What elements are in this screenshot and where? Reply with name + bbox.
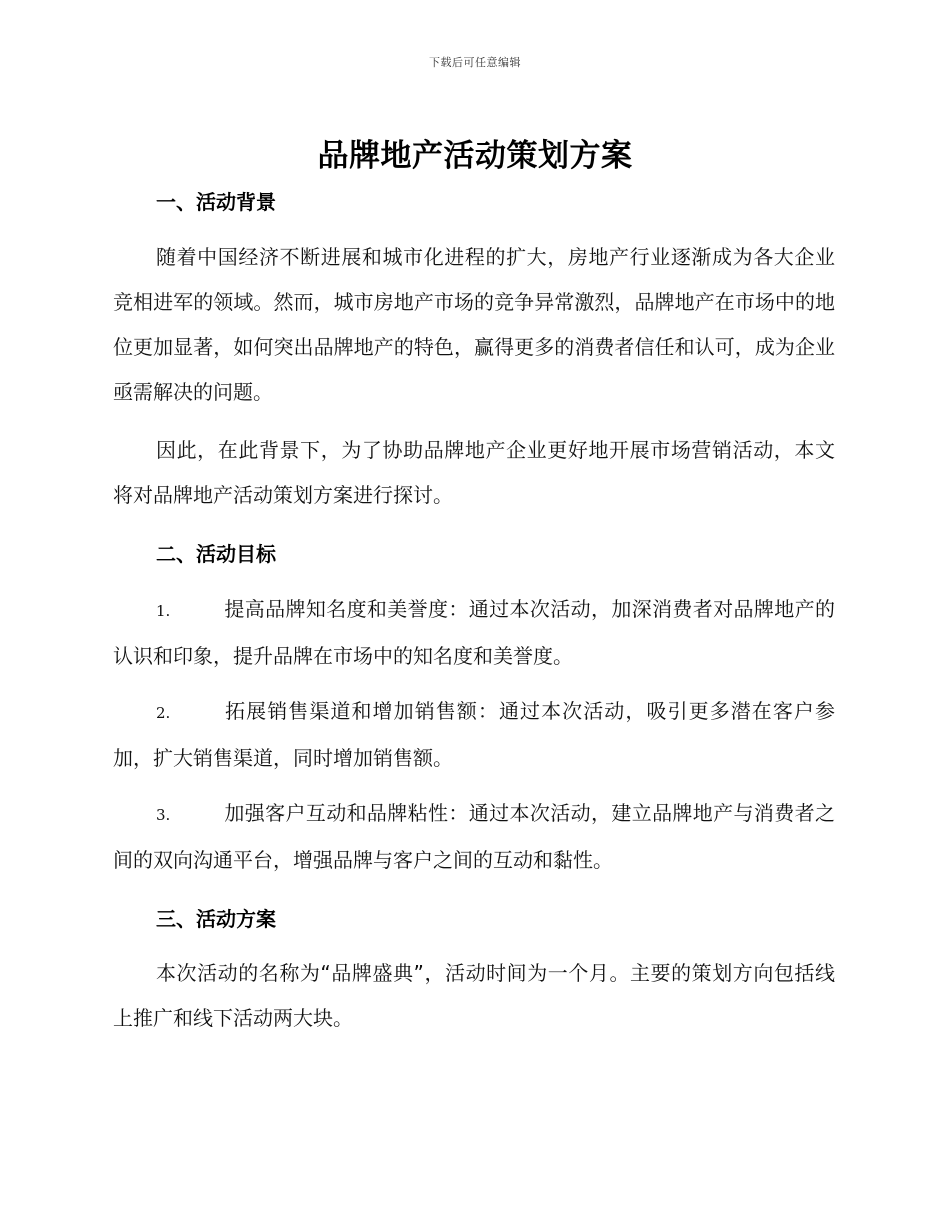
list-item-text: 拓展销售渠道和增加销售额：通过本次活动，吸引更多潜在客户参加，扩大销售渠道，同时增加销售额。 [113,699,835,770]
list-number: 1. [156,602,171,620]
header-note: 下载后可任意编辑 [429,56,521,69]
goal-list-item-3 [113,791,835,883]
section-heading-goals: 二、活动目标 [156,542,276,566]
list-number: 3. [156,806,171,824]
paragraph-plan-1: 本次活动的名称为“品牌盛典”，活动时间为一个月。主要的策划方向包括线上推广和线下活动两大块。 [113,961,835,1030]
list-item-text: 加强客户互动和品牌粘性：通过本次活动，建立品牌地产与消费者之间的双向沟通平台，增强品牌与客户之间的互动和黏性。 [113,801,835,872]
goal-list-item-1 [113,587,835,679]
section-heading-background: 一、活动背景 [156,190,276,214]
paragraph-background-2: 因此，在此背景下，为了协助品牌地产企业更好地开展市场营销活动，本文将对品牌地产活动策划方案进行探讨。 [113,438,835,507]
document-title: 品牌地产活动策划方案 [317,138,633,174]
goal-list-item-2 [113,689,835,781]
paragraph-background-1: 随着中国经济不断进展和城市化进程的扩大，房地产行业逐渐成为各大企业竞相进军的领域。然而，城市房地产市场的竞争异常激烈，品牌地产在市场中的地位更加显著，如何突出品牌地产的特色，赢得更多的消费者信任和认可，成为企业亟需解决的问题。 [113,245,835,404]
list-number: 2. [156,704,171,722]
list-item-text: 提高品牌知名度和美誉度：通过本次活动，加深消费者对品牌地产的认识和印象，提升品牌在市场中的知名度和美誉度。 [113,597,835,668]
section-heading-plan: 三、活动方案 [156,907,276,931]
